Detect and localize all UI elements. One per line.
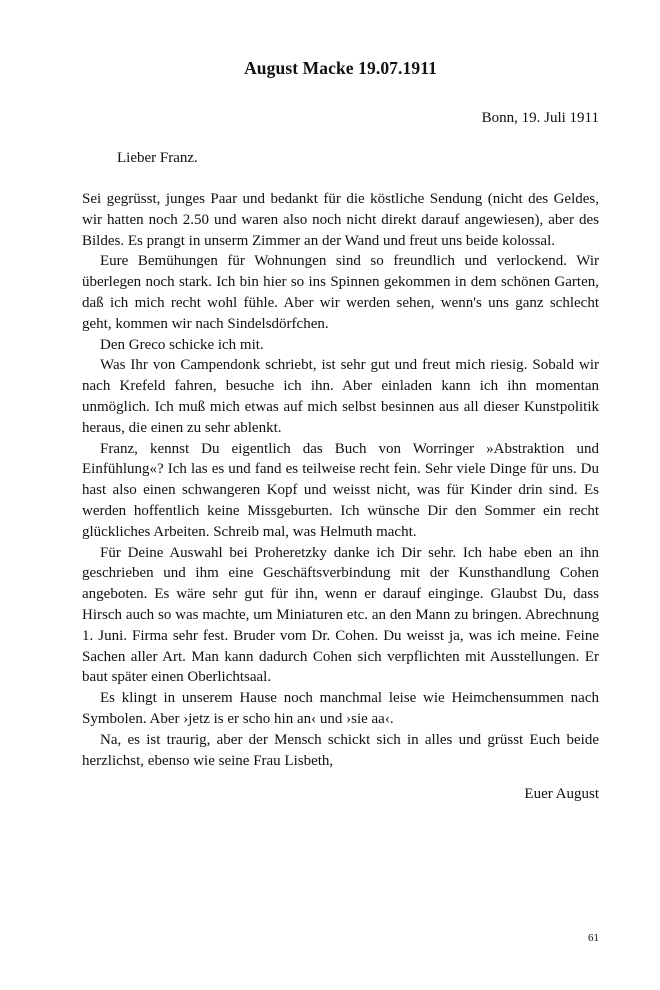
salutation: Lieber Franz. [117, 150, 198, 166]
paragraph: Es klingt in unserem Hause noch manchmal leise wie Heimchensummen nach Symbolen. Aber ›jetz is er scho hin an‹ und ›sie aa‹. [82, 690, 599, 727]
place-date: Bonn, 19. Juli 1911 [481, 110, 599, 126]
letter-page [82, 0, 599, 990]
paragraph: Für Deine Auswahl bei Proheretzky danke ich Dir sehr. Ich habe eben an ihn geschrieben und ihm eine Geschäftsverbindung mit der Kunsthandlung Cohen angeboten. Es wäre sehr gut für ihn, wenn er darauf einginge. Glaubst Du, dass Hirsch auch so was machte, um Miniaturen etc. an den Mann zu bringen. Abrechnung 1. Juni. Firma sehr fest. Bruder vom Dr. Cohen. Du weisst ja, was ich meine. Feine Sachen aller Art. Man kann dadurch Cohen sich verpflichten mit Ausstellungen. Er baut später einen Oberlichtsaal. [82, 544, 599, 686]
closing-signature: Euer August [524, 786, 599, 802]
letter-title: August Macke 19.07.1911 [244, 58, 437, 78]
paragraph: Den Greco schicke ich mit. [100, 336, 264, 353]
paragraph: Franz, kennst Du eigentlich das Buch von Worringer »Abstraktion und Einfühlung«? Ich las es und fand es teilweise recht fein. Sehr viele Dinge für uns. Du hast also einen schwangeren Kopf und weisst nicht, was für Kinder drin sind. Es werden hoffentlich keine Missgeburten. Ich wünsche Dir den Sommer ein recht glückliches Arbeiten. Schreib mal, was Helmuth macht. [82, 440, 599, 540]
page-number: 61 [588, 932, 599, 944]
paragraph: Sei gegrüsst, junges Paar und bedankt für die köstliche Sendung (nicht des Geldes, wir hatten noch 2.50 und waren also noch nicht direkt darauf angewiesen), aber des Bildes. Es prangt in unserm Zimmer an der Wand und freut uns beide kolossal. [82, 191, 599, 249]
letter-body [82, 189, 599, 771]
paragraph: Na, es ist traurig, aber der Mensch schickt sich in alles und grüsst Euch beide herzlichst, ebenso wie seine Frau Lisbeth, [82, 731, 599, 769]
paragraph: Was Ihr von Campendonk schriebt, ist sehr gut und freut mich riesig. Sobald wir nach Krefeld fahren, besuche ich ihn. Aber einladen kann ich ihn momentan unmöglich. Ich muß mich etwas auf mich selbst besinnen aus all dieser Kunstpolitik heraus, die einen zu sehr ablenkt. [82, 357, 599, 436]
paragraph: Eure Bemühungen für Wohnungen sind so freundlich und verlockend. Wir überlegen noch stark. Ich bin hier so ins Spinnen gekommen in dem schönen Garten, daß ich mich recht wohl fühle. Aber wir werden sehen, wenn's uns ganz schlecht geht, kommen wir nach Sindelsdörfchen. [82, 253, 599, 332]
